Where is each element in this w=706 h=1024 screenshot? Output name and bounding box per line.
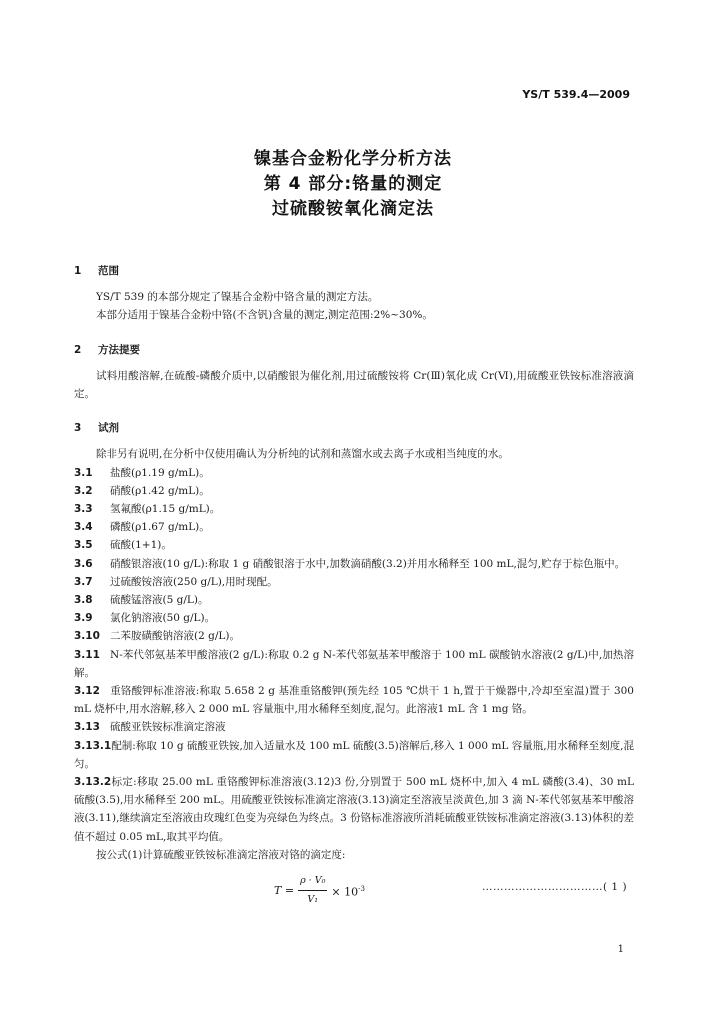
method-title: 过硫酸铵氧化滴定法: [272, 199, 434, 219]
item-text: 硝酸银溶液(10 g/L):称取 1 g 硝酸银溶于水中,加数滴硝酸(3.2)并用水稀释至 100 mL,混匀,贮存于棕色瓶中。: [110, 557, 626, 570]
paragraph: 除非另有说明,在分析中仅使用确认为分析纯的试剂和蒸馏水或去离子水或相当纯度的水。: [96, 448, 509, 461]
page-number: 1: [617, 944, 624, 955]
item-text: 硫酸亚铁铵标准滴定溶液: [110, 721, 226, 734]
section-title: 方法提要: [98, 343, 140, 356]
item-text: 氢氟酸(ρ1.15 g/mL)。: [110, 503, 221, 516]
reagent-item: [74, 646, 634, 682]
section-heading-principle: [74, 341, 634, 359]
formula-row: [74, 868, 634, 904]
formula-label: [482, 878, 627, 896]
item-text: 硫酸锰溶液(5 g/L)。: [110, 594, 209, 607]
item-text: N-苯代邻氨基苯甲酸溶液(2 g/L):称取 0.2 g N-苯代邻氨基苯甲酸溶于 100 mL 碳酸钠水溶液(2 g/L)中,加热溶解。: [74, 648, 634, 679]
title-block: [0, 147, 706, 222]
formula-exponent: -3: [358, 884, 365, 893]
formula-numerator: ρ · V₀: [298, 872, 327, 891]
section-title: 范围: [98, 265, 119, 277]
item-number: 3.11: [74, 648, 100, 661]
reagent-item: [74, 737, 634, 773]
item-number: 3.7: [74, 575, 93, 588]
item-number: 3.3: [74, 503, 93, 516]
document-code: YS/T 539.4—2009: [522, 88, 630, 101]
item-text: 氯化钠溶液(50 g/L)。: [110, 612, 216, 625]
paragraph: YS/T 539 的本部分规定了镍基合金粉中铬含量的测定方法。: [96, 291, 379, 304]
item-text: 硝酸(ρ1.42 g/mL)。: [110, 484, 210, 497]
item-number: 3.10: [74, 630, 100, 643]
part-title: 第 4 部分:铬量的测定: [263, 174, 443, 194]
section-number: 1: [74, 265, 82, 277]
item-number: 3.13: [74, 721, 100, 734]
formula: [274, 872, 365, 909]
item-number: 3.13.2: [74, 776, 112, 789]
reagent-item: [74, 482, 634, 500]
section-number: 3: [74, 422, 82, 435]
reagent-item: [74, 609, 634, 627]
item-text: 过硫酸铵溶液(250 g/L),用时现配。: [110, 575, 278, 588]
formula-denominator: V₁: [307, 894, 319, 906]
reagent-item: [74, 718, 634, 736]
formula-multiplier: × $10^{-3}$: [331, 884, 365, 899]
item-text: 二苯胺磺酸钠溶液(2 g/L)。: [110, 630, 240, 643]
formula-fraction: [298, 872, 327, 909]
section-title: 试剂: [98, 422, 119, 435]
reagent-item: [74, 536, 634, 554]
item-number: 3.12: [74, 685, 100, 698]
section-number: 2: [74, 343, 82, 356]
reagent-item: [74, 573, 634, 591]
formula-intro: 按公式(1)计算硫酸亚铁铵标准滴定溶液对铬的滴定度:: [96, 848, 346, 861]
item-text: 硫酸(1+1)。: [110, 539, 172, 552]
item-text: 重铬酸钾标准溶液:称取 5.658 2 g 基准重铬酸钾(预先经 105 ℃烘干 1 h,置于干燥器中,冷却至室温)置于 300 mL 烧杯中,用水溶解,移入 2 000 mL 容量瓶中,用水稀释至刻度,混匀。此溶液1 mL 含 1 mg 铬。: [74, 685, 634, 716]
item-number: 3.5: [74, 539, 93, 552]
item-number: 3.13.1: [74, 739, 112, 752]
document-body: [74, 256, 634, 904]
reagent-item: [74, 773, 634, 846]
item-text: 磷酸(ρ1.67 g/mL)。: [110, 521, 210, 534]
item-number: 3.4: [74, 521, 93, 534]
reagent-item: [74, 682, 634, 718]
paragraph: 本部分适用于镍基合金粉中铬(不含钒)含量的测定,测定范围:2%~30%。: [96, 309, 433, 322]
equation-number: ( 1 ): [603, 881, 628, 894]
reagent-item: [74, 555, 634, 573]
item-number: 3.8: [74, 594, 93, 607]
reagent-item: [74, 627, 634, 645]
section-heading-scope: [74, 262, 634, 280]
section-heading-reagents: [74, 419, 634, 437]
formula-lhs: T =: [274, 883, 295, 897]
main-title: 镍基合金粉化学分析方法: [254, 149, 452, 169]
item-number: 3.2: [74, 484, 93, 497]
item-text: 盐酸(ρ1.19 g/mL)。: [110, 466, 210, 479]
item-text: 标定:移取 25.00 mL 重铬酸钾标准溶液(3.12)3 份,分别置于 500 mL 烧杯中,加入 4 mL 磷酸(3.4)、30 mL 硫酸(3.5),用水稀释至 200 mL。用硫酸亚铁铵标准滴定溶液(3.13)滴定至溶液呈淡黄色,加 3 滴 N-苯代邻氨基苯甲酸溶液(3.11),继续滴定至溶液由玫瑰红色变为亮绿色为终点。3 份铬标准溶液所消耗硫酸亚铁铵标准滴定溶液(3.13)体积的差值不超过 0.05 mL,取其平均值。: [74, 776, 634, 843]
reagent-item: [74, 591, 634, 609]
item-number: 3.9: [74, 612, 93, 625]
reagent-item: [74, 518, 634, 536]
paragraph: 试料用酸溶解,在硫酸-磷酸介质中,以硝酸银为催化剂,用过硫酸铵将 Cr(Ⅲ)氧化成 Cr(Ⅵ),用硫酸亚铁铵标准溶液滴定。: [74, 369, 634, 401]
item-text: 配制:称取 10 g 硫酸亚铁铵,加入适量水及 100 mL 硫酸(3.5)溶解后,移入 1 000 mL 容量瓶,用水稀释至刻度,混匀。: [74, 739, 634, 770]
reagent-item: [74, 464, 634, 482]
item-number: 3.1: [74, 466, 93, 479]
item-number: 3.6: [74, 557, 93, 570]
leader-dots: ……………………………: [482, 881, 603, 894]
reagent-item: [74, 500, 634, 518]
